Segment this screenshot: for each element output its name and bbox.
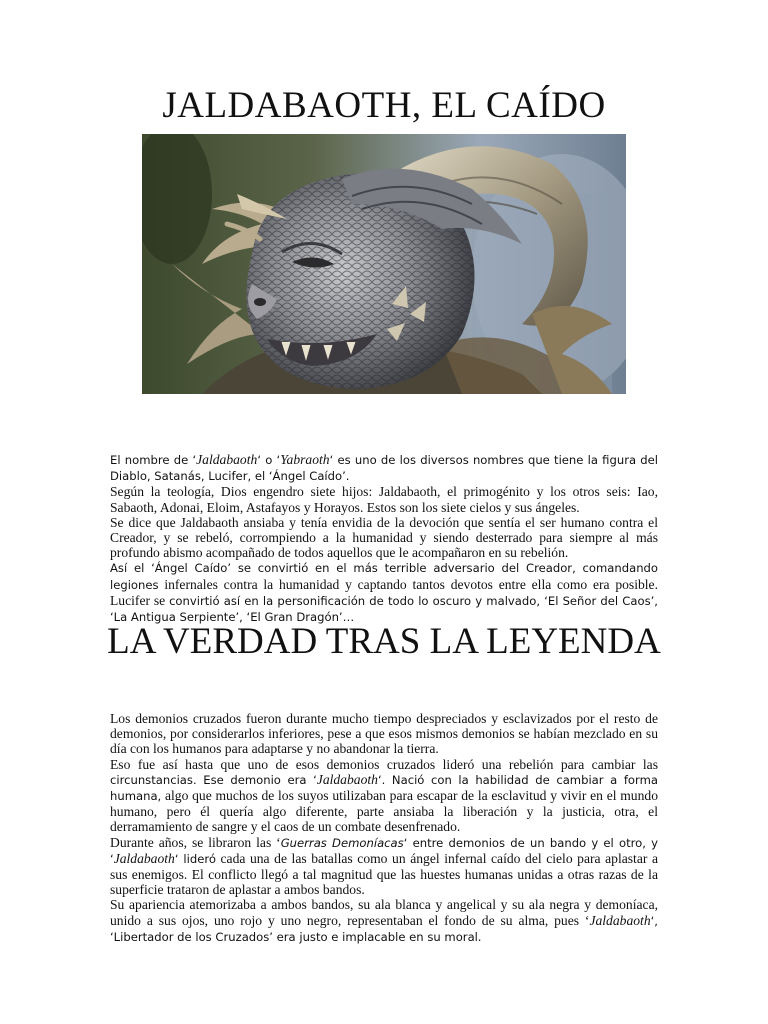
intro-paragraph [110,484,658,514]
text-run: Se dice que Jaldabaoth ansiaba y tenía envidia de la devoción que sentía el ser humano contra el Creador, y se rebeló, corrompiendo a la humanidad y siendo desterrado para siempre al más profundo abismo acompañado de todos aquellos que le acompañaron en su rebelión. [110,514,658,561]
intro-section [110,452,658,625]
hero-image [142,134,626,394]
body-paragraph [110,757,658,835]
text-run: Su apariencia atemorizaba a ambos bandos, su ala blanca y angelical y su ala negra y demoníaca, unido a sus ojos, uno rojo y uno negro, representaban el fondo de su alma, pues ‘ [110,897,658,928]
text-run: Eso fue así hasta que uno de esos demonios cruzados lideró una rebelión para cambiar las [110,756,658,772]
body-paragraph [110,711,658,757]
body-section [110,711,658,945]
text-run: ‘ o ‘ [257,453,281,467]
text-run: ‘ lideró [174,851,216,866]
text-run: circunstancias. Ese demonio era ‘ [110,772,317,787]
text-run: ‘ entre demonios de un bando y el otro, y ‘ [110,835,658,866]
text-run: convirtió así en la personificación de todo lo oscuro y malvado, ‘El Señor del Caos’, ‘La Antigua Serpiente’, ‘El Gran Dragón’… [110,593,658,625]
emphasized-text: Jaldabaoth [196,452,258,467]
text-run: Durante años, se libraron las ‘ [110,834,281,850]
body-paragraph [110,835,658,898]
text-run: ‘ es uno de los diversos nombres que tiene la figura del Diablo, Satanás, Lucifer, el ‘Ángel Caído’. [110,453,658,484]
text-run: cada una de las batallas como un ángel infernal caído del cielo para aplastar a sus enemigos. El conflicto llegó a tal magnitud que las huestes humanas unidas a otras razas de la superficie trataron de aplastar a ambos bandos. [110,850,658,898]
emphasized-text: Guerras Demoníacas [280,835,404,850]
text-run: Así el ‘Ángel Caído’ se convirtió en el más terrible adversario del Creador, comandando legiones [110,561,658,592]
text-run: El nombre de ‘ [110,453,197,467]
emphasized-text: Yabraoth [280,452,330,467]
emphasized-text: Jaldabaoth [316,771,378,787]
emphasized-text: Jaldabaoth [589,912,651,928]
text-run: . [477,928,482,944]
text-run: ‘, ‘Libertador de los Cruzados’ era justo e implacable en su moral [110,913,658,944]
text-run: algo que muchos de los suyos utilizaban para escapar de la esclavitud y vivir en el mundo humano, pero él quería algo diferente, parte ansiaba la liberación y la justicia, otra, el derramamiento de sangre y el caos de un combate desenfrenado. [110,788,658,835]
page-title: JALDABAOTH, EL CAÍDO [162,85,606,126]
emphasized-text: Jaldabaoth [113,850,175,866]
text-run: ‘. Nació con la habilidad de cambiar a forma humana, [110,772,658,804]
text-run: infernales contra la humanidad y captando tantos devotos entre ella como era posible. Lucifer se [110,576,658,608]
section-heading: LA VERDAD TRAS LA LEYENDA [107,621,661,662]
intro-paragraph [110,560,658,625]
text-run: Según la teología, Dios engendro siete hijos: Jaldabaoth, el primogénito y los otros seis: Iao, Sabaoth, Adonai, Eloim, Astafayos y Horayos. Estos son los siete cielos y sus ángeles. [110,484,658,515]
intro-paragraph [110,452,658,484]
body-paragraph [110,897,658,945]
intro-paragraph [110,515,658,561]
creature-illustration [142,134,626,394]
text-run: Los demonios cruzados fueron durante mucho tiempo despreciados y esclavizados por el resto de demonios, por considerarlos inferiores, pese a que esos mismos demonios se habían mezclado en su día con los humanos para adaptarse y no abandonar la tierra. [110,711,658,757]
